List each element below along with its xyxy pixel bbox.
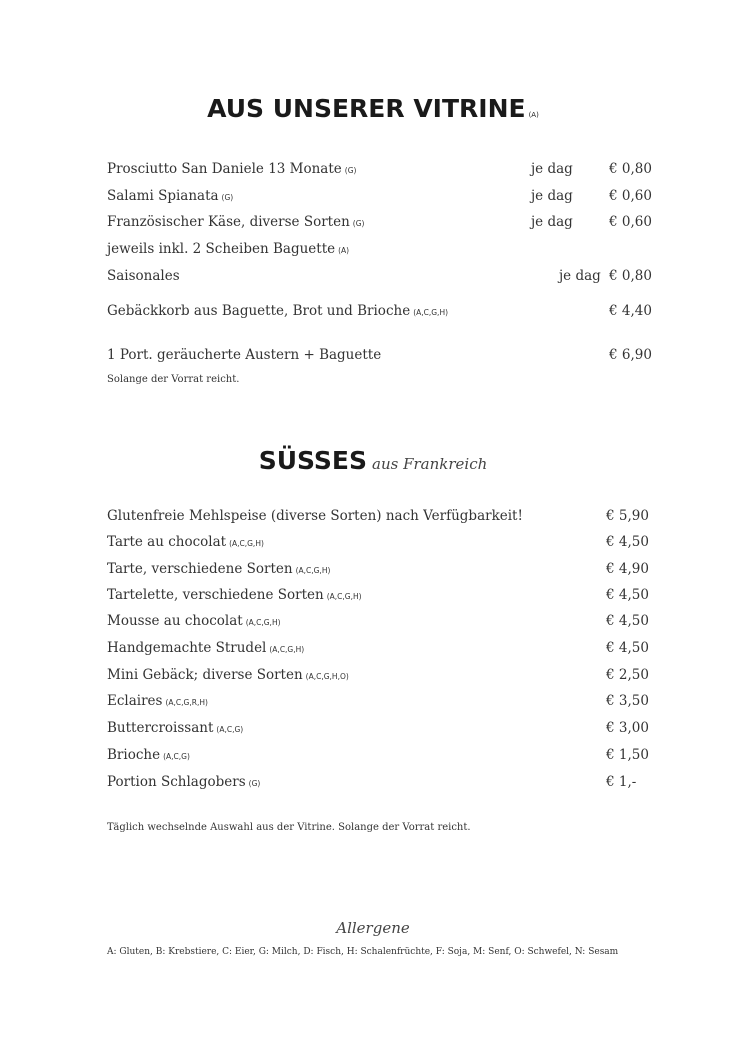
item-name: Tartelette, verschiedene Sorten <box>107 587 324 603</box>
item-price: € 0,60 <box>609 214 652 230</box>
item-price: € 5,90 <box>606 508 649 524</box>
item-price: € 4,50 <box>606 640 649 656</box>
item-allergens: (A,C,G) <box>163 752 190 761</box>
suesses-subtitle: aus Frankreich <box>372 455 488 473</box>
item-allergens: (A,C,G,H) <box>269 645 305 654</box>
menu-item <box>107 240 349 260</box>
vitrine-note: Solange der Vorrat reicht. <box>107 374 240 385</box>
item-name: Mini Gebäck; diverse Sorten <box>107 667 303 683</box>
item-name: Gebäckkorb aus Baguette, Brot und Brioche <box>107 303 411 319</box>
item-price: € 3,50 <box>606 693 649 709</box>
item-price: € 3,00 <box>606 720 649 736</box>
suesses-title: SÜSSES <box>258 446 368 475</box>
item-price: € 1,50 <box>606 747 649 763</box>
item-name: Handgemachte Strudel <box>107 640 267 656</box>
item-price: € 4,40 <box>609 303 652 319</box>
item-allergens: (G) <box>221 193 234 202</box>
item-allergens: (G) <box>248 779 261 788</box>
item-allergens: (A,C,G,H,O) <box>305 672 349 681</box>
item-name: Glutenfreie Mehlspeise (diverse Sorten) nach Verfügbarkeit! <box>107 508 523 524</box>
item-name: jeweils inkl. 2 Scheiben Baguette <box>107 241 336 257</box>
item-name: Tarte au chocolat <box>107 534 227 550</box>
menu-item <box>107 773 260 793</box>
menu-item <box>107 612 281 632</box>
menu-item <box>107 507 523 525</box>
item-price: € 0,80 <box>609 268 652 284</box>
item-price: € 1,- <box>606 774 637 790</box>
item-name: Saisonales <box>107 268 180 284</box>
item-name: Mousse au chocolat <box>107 613 243 629</box>
item-price: € 4,50 <box>606 534 649 550</box>
menu-item <box>107 213 364 233</box>
menu-item <box>107 346 381 364</box>
menu-item <box>107 719 243 739</box>
menu-item <box>107 187 233 207</box>
vitrine-heading <box>0 94 746 123</box>
item-unit: je dag <box>531 161 573 177</box>
menu-item <box>107 267 180 285</box>
item-price: € 4,50 <box>606 613 649 629</box>
item-unit: je dag <box>531 214 573 230</box>
item-allergens: (A,C,G) <box>216 725 244 734</box>
item-name: Portion Schlagobers <box>107 774 246 790</box>
menu-item <box>107 302 448 322</box>
item-name: Eclaires <box>107 693 163 709</box>
item-allergens: (A,C,G,H) <box>229 539 264 548</box>
item-name: Tarte, verschiedene Sorten <box>107 561 293 577</box>
item-name: Französischer Käse, diverse Sorten <box>107 214 350 230</box>
allergens-title: Allergene <box>336 919 410 937</box>
item-name: 1 Port. geräucherte Austern + Baguette <box>107 347 382 363</box>
item-name: Buttercroissant <box>107 720 214 736</box>
suesses-note: Täglich wechselnde Auswahl aus der Vitrine. Solange der Vorrat reicht. <box>107 822 471 833</box>
menu-item <box>107 160 356 180</box>
menu-item <box>107 639 304 659</box>
vitrine-title-allergens: (A) <box>528 111 539 119</box>
item-allergens: (A,C,G,H) <box>326 592 362 601</box>
menu-item <box>107 746 190 766</box>
item-price: € 6,90 <box>609 347 652 363</box>
allergens-list: A: Gluten, B: Krebstiere, C: Eier, G: Milch, D: Fisch, H: Schalenfrüchte, F: Soja, M: Senf, O: Schwefel, N: Sesam <box>107 947 619 957</box>
item-allergens: (A,C,G,H) <box>295 566 331 575</box>
item-allergens: (A,C,G,H) <box>245 618 281 627</box>
menu-item <box>107 692 208 712</box>
item-price: € 0,60 <box>609 188 652 204</box>
item-allergens: (G) <box>352 219 365 228</box>
item-price: € 4,90 <box>606 561 649 577</box>
item-price: € 4,50 <box>606 587 649 603</box>
item-allergens: (A) <box>338 246 350 255</box>
menu-item <box>107 666 349 686</box>
menu-item <box>107 586 362 606</box>
item-price: € 2,50 <box>606 667 649 683</box>
item-allergens: (A,C,G,R,H) <box>165 698 208 707</box>
item-unit: je dag <box>559 268 601 284</box>
vitrine-title: AUS UNSERER VITRINE <box>207 94 526 123</box>
item-unit: je dag <box>531 188 573 204</box>
item-name: Prosciutto San Daniele 13 Monate <box>107 161 342 177</box>
menu-item <box>107 533 264 553</box>
item-allergens: (A,C,G,H) <box>413 308 449 317</box>
item-name: Brioche <box>107 747 161 763</box>
item-allergens: (G) <box>344 166 357 175</box>
item-name: Salami Spianata <box>107 188 219 204</box>
item-price: € 0,80 <box>609 161 652 177</box>
suesses-heading <box>0 446 746 475</box>
menu-item <box>107 560 330 580</box>
